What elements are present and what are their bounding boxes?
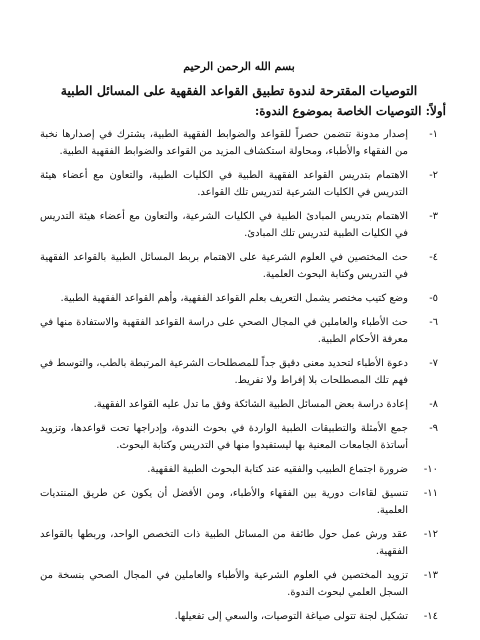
- item-text: دعوة الأطباء لتحديد معنى دقيق جداً للمصطلحات الشرعية المرتبطة بالطب، والتوسط في فهم تلك المصطلحات بلا إفراط ولا تفريط.: [40, 358, 408, 386]
- item-number: ٤-: [429, 252, 438, 263]
- item-text: وضع كتيب مختصر يشمل التعريف بعلم القواعد الفقهية، وأهم القواعد الفقهية الطبية.: [60, 293, 408, 304]
- item-text: حث الأطباء والعاملين في المجال الصحي على دراسة القواعد الفقهية والاستفادة منها في معرفة الأحكام الطبية.: [40, 317, 408, 345]
- list-item: [40, 526, 438, 560]
- item-text: ضرورة اجتماع الطبيب والفقيه عند كتابة البحوث الطبية الفقهية.: [147, 464, 408, 475]
- list-item: [40, 167, 438, 201]
- basmala: بسم الله الرحمن الرحيم: [183, 60, 295, 73]
- list-item: [40, 485, 438, 519]
- item-text: جمع الأمثلة والتطبيقات الطبية الواردة في بحوث الندوة، وإدراجها تحت قواعدها، وتزويد أساتذة الجامعات المعنية بها ليستفيدوا منها في التدريس وكتابة البحوث.: [40, 423, 408, 451]
- item-number: ١٣-: [423, 570, 438, 581]
- list-item: [40, 355, 438, 389]
- item-text: تنسيق لقاءات دورية بين الفقهاء والأطباء، ومن الأفضل أن يكون عن طريق المنتديات العلمية.: [40, 488, 408, 516]
- item-number: ١٢-: [423, 529, 438, 540]
- item-text: تشكيل لجنة تتولى صياغة التوصيات، والسعي إلى تفعيلها.: [174, 611, 408, 622]
- item-text: حث المختصين في العلوم الشرعية على الاهتمام بربط المسائل الطبية بالقواعد الفقهية في التدريس وكتابة البحوث العلمية.: [40, 252, 408, 280]
- list-item: [40, 126, 438, 160]
- list-item: [40, 461, 438, 478]
- list-item: [40, 567, 438, 601]
- page-title: التوصيات المقترحة لندوة تطبيق القواعد الفقهية على المسائل الطبية: [60, 83, 418, 98]
- item-number: ٢-: [429, 170, 438, 181]
- item-number: ١١-: [423, 488, 438, 499]
- list-item: [40, 314, 438, 348]
- list-item: [40, 208, 438, 242]
- list-item: [40, 396, 438, 413]
- item-number: ٨-: [429, 399, 438, 410]
- item-number: ١٠-: [423, 464, 438, 475]
- recommendations-list: [40, 126, 438, 625]
- item-text: إصدار مدونة تتضمن حصراً للقواعد والضوابط الفقهية الطبية، يشترك في إصدارها نخبة من الفقهاء والأطباء، ومحاولة استكشاف المزيد من القواعد والضوابط الفقهية الطبية.: [40, 129, 408, 157]
- item-number: ٥-: [429, 293, 438, 304]
- section-heading: أولاً: التوصيات الخاصة بموضوع الندوة:: [254, 104, 446, 118]
- item-text: تزويد المختصين في العلوم الشرعية والأطباء والعاملين في المجال الصحي بنسخة من السجل العلمي لبحوث الندوة.: [40, 570, 408, 598]
- item-number: ٦-: [429, 317, 438, 328]
- list-item: [40, 608, 438, 625]
- list-item: [40, 290, 438, 307]
- item-text: الاهتمام بتدريس القواعد الفقهية الطبية في الكليات الطبية، والتعاون مع أعضاء هيئة التدريس في الكليات الشرعية لتدريس تلك القواعد.: [40, 170, 408, 198]
- item-number: ١٤-: [423, 611, 438, 622]
- item-text: الاهتمام بتدريس المبادئ الطبية في الكليات الشرعية، والتعاون مع أعضاء هيئة التدريس في الكليات الطبية لتدريس تلك المبادئ.: [40, 211, 408, 239]
- list-item: [40, 249, 438, 283]
- item-text: إعادة دراسة بعض المسائل الطبية الشائكة وفق ما تدل عليه القواعد الفقهية.: [93, 399, 408, 410]
- item-number: ٣-: [429, 211, 438, 222]
- item-number: ٧-: [429, 358, 438, 369]
- item-text: عقد ورش عمل حول طائفة من المسائل الطبية ذات التخصص الواحد، وربطها بالقواعد الفقهية.: [40, 529, 408, 557]
- list-item: [40, 420, 438, 454]
- item-number: ٩-: [429, 423, 438, 434]
- item-number: ١-: [429, 129, 438, 140]
